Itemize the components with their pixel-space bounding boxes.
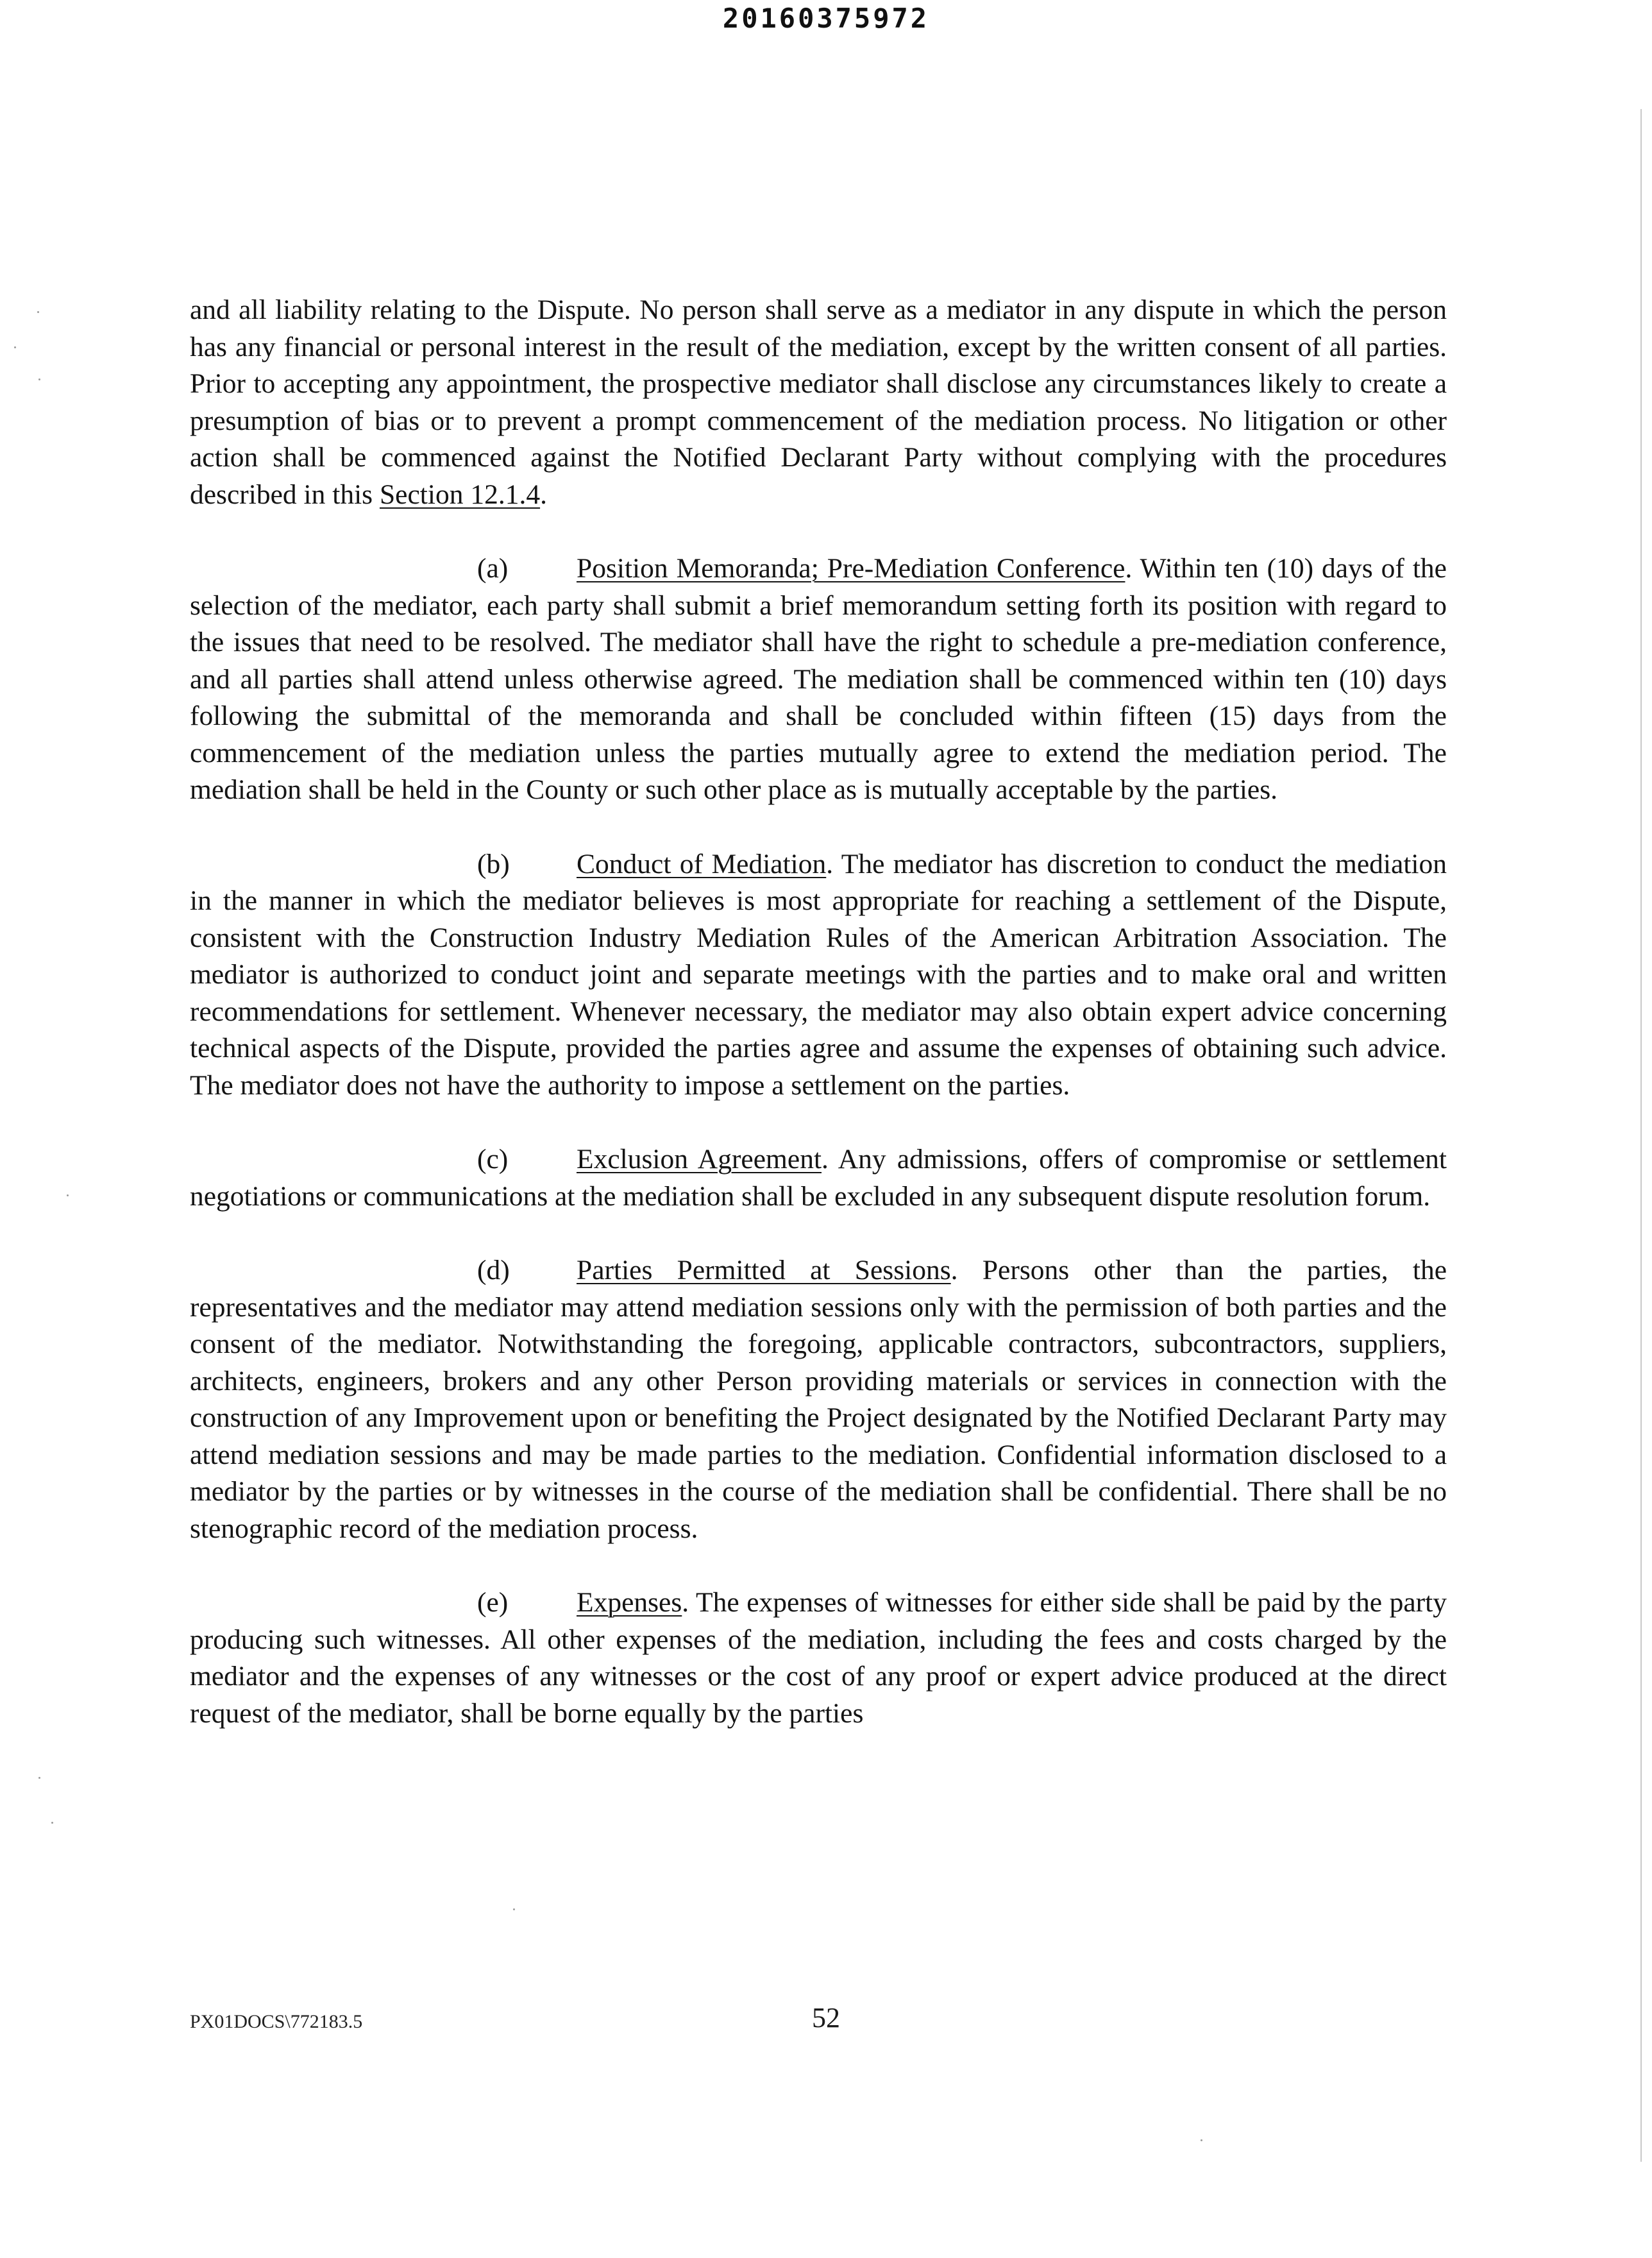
paragraph-heading: Parties Permitted at Sessions — [577, 1255, 951, 1286]
scan-speck — [38, 1777, 40, 1779]
paragraph-intro — [190, 292, 1447, 513]
paragraph-intro-text: and all liability relating to the Dispute. No person shall serve as a mediator in any dispute in which the person has any financial or personal interest in the result of the mediation, except by the written consent of all parties. Prior to accepting any appointment, the prospective mediator shall disclose any circumstances likely to create a presumption of bias or to prevent a prompt commencement of the mediation process. No litigation or other action shall be commenced against the Notified Declarant Party without complying with the procedures described in this — [190, 294, 1447, 510]
scan-edge-line — [1640, 109, 1642, 2162]
paragraph-d — [190, 1252, 1447, 1547]
paragraph-heading: Expenses — [577, 1587, 682, 1618]
paragraph-e — [190, 1584, 1447, 1732]
document-number: 20160375972 — [722, 3, 930, 34]
paragraph-intro-end: . — [540, 479, 547, 510]
paragraph-heading: Conduct of Mediation — [577, 848, 827, 879]
paragraph-text: . The expenses of witnesses for either side shall be paid by the party producing such witnesses. All other expenses of the mediation, including the fees and costs charged by the mediator and the expenses of any witnesses or the cost of any proof or expert advice produced at the direct request of the mediator, shall be borne equally by the parties — [190, 1587, 1447, 1729]
paragraph-heading: Position Memoranda; Pre-Mediation Conference — [577, 553, 1125, 584]
footer-doc-id: PX01DOCS\772183.5 — [190, 2011, 363, 2032]
scan-speck — [37, 311, 39, 313]
paragraph-c — [190, 1141, 1447, 1215]
paragraph-a — [190, 550, 1447, 809]
scan-speck — [67, 1194, 69, 1196]
paragraph-b — [190, 846, 1447, 1105]
paragraph-marker: (c) — [477, 1144, 509, 1175]
page-number: 52 — [812, 2002, 840, 2033]
paragraph-marker: (a) — [477, 553, 509, 584]
section-reference: Section 12.1.4 — [379, 479, 541, 510]
scan-speck — [38, 378, 40, 380]
paragraph-text: . Persons other than the parties, the representatives and the mediator may attend mediation sessions only with the permission of both parties and the consent of the mediator. Notwithstanding the foregoing, applicable contractors, subcontractors, suppliers, architects, engineers, brokers and any other Person providing materials or services in connection with the construction of any Improvement upon or benefiting the Project designated by the Notified Declarant Party may attend mediation sessions and may be made parties to the mediation. Confidential information disclosed to a mediator by the parties or by witnesses in the course of the mediation shall be confidential. There shall be no stenographic record of the mediation process. — [190, 1255, 1447, 1544]
paragraph-marker: (b) — [477, 848, 510, 879]
paragraph-marker: (d) — [477, 1255, 510, 1286]
paragraph-text: . Within ten (10) days of the selection of the mediator, each party shall submit a brief memorandum setting forth its position with regard to the issues that need to be resolved. The mediator shall have the right to schedule a pre-mediation conference, and all parties shall attend unless otherwise agreed. The mediation shall be commenced within ten (10) days following the submittal of the memoranda and shall be concluded within fifteen (15) days from the commencement of the mediation unless the parties mutually agree to extend the mediation period. The mediation shall be held in the County or such other place as is mutually acceptable by the parties. — [190, 553, 1447, 805]
scan-speck — [1201, 2139, 1202, 2141]
document-body — [190, 292, 1447, 1769]
paragraph-text: . The mediator has discretion to conduct the mediation in the manner in which the mediator believes is most appropriate for reaching a settlement of the Dispute, consistent with the Construction Industry Mediation Rules of the American Arbitration Association. The mediator is authorized to conduct joint and separate meetings with the parties and to make oral and written recommendations for settlement. Whenever necessary, the mediator may also obtain expert advice concerning technical aspects of the Dispute, provided the parties agree and assume the expenses of obtaining such advice. The mediator does not have the authority to impose a settlement on the parties. — [190, 848, 1447, 1101]
paragraph-marker: (e) — [477, 1587, 509, 1618]
scan-speck — [513, 1908, 515, 1910]
paragraph-heading: Exclusion Agreement — [577, 1144, 822, 1175]
scan-speck — [14, 346, 16, 348]
scan-speck — [51, 1822, 53, 1824]
paragraph-text: . Any admissions, offers of compromise or settlement negotiations or communications at the mediation shall be excluded in any subsequent dispute resolution forum. — [190, 1144, 1447, 1212]
